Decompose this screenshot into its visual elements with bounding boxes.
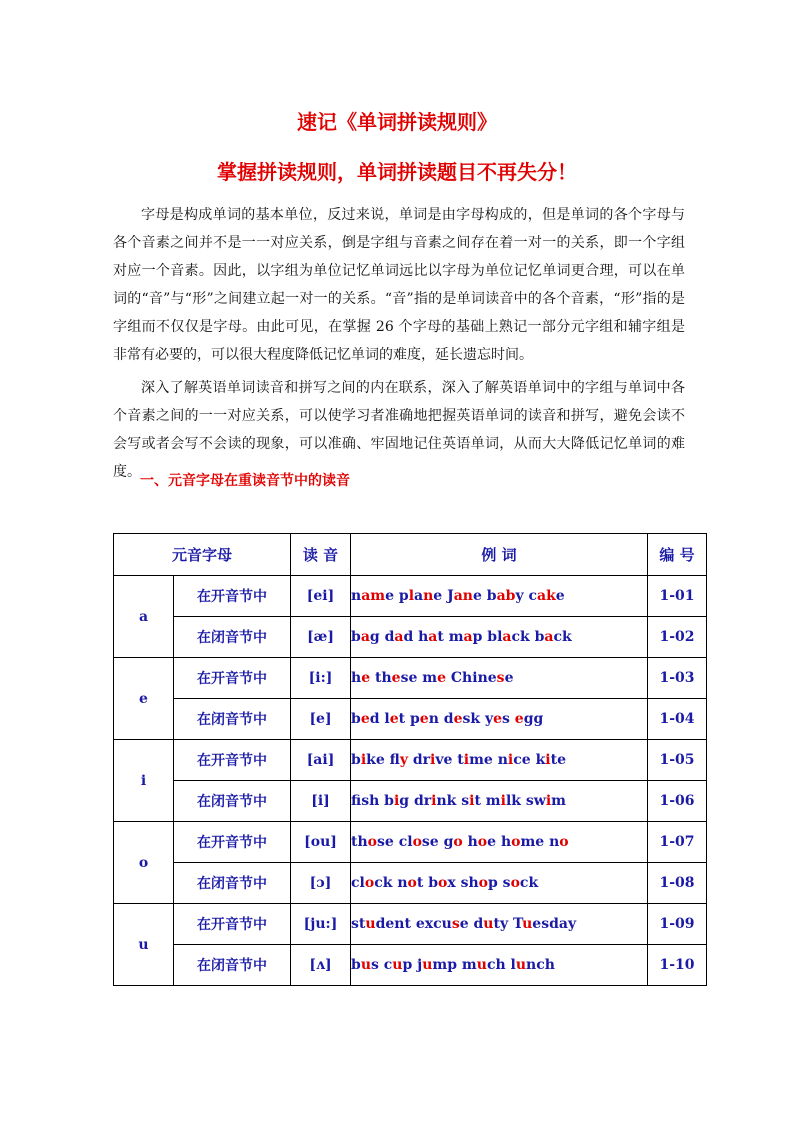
syllable-type: 在闭音节中 bbox=[174, 863, 291, 904]
row-code: 1-01 bbox=[648, 576, 707, 617]
table-row bbox=[114, 863, 707, 904]
example-words: bed let pen desk yes egg bbox=[351, 699, 648, 740]
intro-paragraph-1: 字母是构成单词的基本单位，反过来说，单词是由字母构成的，但是单词的各个字母与各个音素之间并不是一一对应关系，倒是字组与音素之间存在着一对一的关系，即一个字组对应一个音素。因此，以字组为单位记忆单词远比以字母为单位记忆单词更合理，可以在单词的“音”与“形”之间建立起一对一的关系。“音”指的是单词读音中的各个音素，“形”指的是字组而不仅仅是字母。由此可见，在掌握 26 个字母的基础上熟记一部分元字组和辅字组是非常有必要的，可以很大程度降低记忆单词的难度，延长遗忘时间。 bbox=[113, 207, 685, 363]
table-row bbox=[114, 576, 707, 617]
pronunciation: [ou] bbox=[291, 822, 351, 863]
syllable-type: 在闭音节中 bbox=[174, 617, 291, 658]
example-words: bus cup jump much lunch bbox=[351, 945, 648, 986]
vowel-letter: i bbox=[114, 740, 174, 822]
header-vowel-letter: 元音字母 bbox=[114, 534, 291, 576]
syllable-type: 在闭音节中 bbox=[174, 699, 291, 740]
pronunciation: [i] bbox=[291, 781, 351, 822]
row-code: 1-09 bbox=[648, 904, 707, 945]
example-words: fsh big drink sit milk swim bbox=[351, 781, 648, 822]
table-row bbox=[114, 658, 707, 699]
example-words: bike fy drive time nice kite bbox=[351, 740, 648, 781]
vowel-letter: e bbox=[114, 658, 174, 740]
table-header-row bbox=[114, 534, 707, 576]
syllable-type: 在闭音节中 bbox=[174, 781, 291, 822]
pronunciation: [ʌ] bbox=[291, 945, 351, 986]
intro-paragraph-2: 深入了解英语单词读音和拼写之间的内在联系，深入了解英语单词中的字组与单词中各个音素之间的一一对应关系，可以使学习者准确地把握英语单词的读音和拼写，避免会读不会写或者会写不会读的现象，可以准确、牢固地记住英语单词，从而大大降低记忆单词的难度。 bbox=[113, 380, 685, 480]
vowel-pronunciation-table bbox=[113, 533, 707, 986]
row-code: 1-02 bbox=[648, 617, 707, 658]
row-code: 1-07 bbox=[648, 822, 707, 863]
row-code: 1-06 bbox=[648, 781, 707, 822]
vowel-letter: u bbox=[114, 904, 174, 986]
pronunciation: [ju:] bbox=[291, 904, 351, 945]
table-row bbox=[114, 740, 707, 781]
row-code: 1-05 bbox=[648, 740, 707, 781]
example-words: those close go hoe home no bbox=[351, 822, 648, 863]
pronunciation: [ɔ] bbox=[291, 863, 351, 904]
example-words: student excuse duty Tuesday bbox=[351, 904, 648, 945]
syllable-type: 在闭音节中 bbox=[174, 945, 291, 986]
row-code: 1-08 bbox=[648, 863, 707, 904]
syllable-type: 在开音节中 bbox=[174, 740, 291, 781]
row-code: 1-10 bbox=[648, 945, 707, 986]
syllable-type: 在开音节中 bbox=[174, 576, 291, 617]
row-code: 1-04 bbox=[648, 699, 707, 740]
vowel-letter: o bbox=[114, 822, 174, 904]
example-words: he these me Chinese bbox=[351, 658, 648, 699]
table-row bbox=[114, 904, 707, 945]
row-code: 1-03 bbox=[648, 658, 707, 699]
header-code: 编 号 bbox=[648, 534, 707, 576]
pronunciation: [ei] bbox=[291, 576, 351, 617]
table-row bbox=[114, 822, 707, 863]
page-subtitle: 掌握拼读规则，单词拼读题目不再失分！ bbox=[217, 160, 577, 184]
pronunciation: [æ] bbox=[291, 617, 351, 658]
table-row bbox=[114, 781, 707, 822]
table-row bbox=[114, 945, 707, 986]
table-row bbox=[114, 617, 707, 658]
syllable-type: 在开音节中 bbox=[174, 904, 291, 945]
pronunciation: [e] bbox=[291, 699, 351, 740]
example-words: clock not box shop sock bbox=[351, 863, 648, 904]
header-example-words: 例 词 bbox=[351, 534, 648, 576]
pronunciation: [ai] bbox=[291, 740, 351, 781]
page-title: 速记《单词拼读规则》 bbox=[297, 110, 497, 134]
example-words: bag dad hat map black back bbox=[351, 617, 648, 658]
pronunciation: [i:] bbox=[291, 658, 351, 699]
example-words: name plane Jane baby cake bbox=[351, 576, 648, 617]
syllable-type: 在开音节中 bbox=[174, 658, 291, 699]
header-pronunciation: 读 音 bbox=[291, 534, 351, 576]
syllable-type: 在开音节中 bbox=[174, 822, 291, 863]
table-row bbox=[114, 699, 707, 740]
vowel-letter: a bbox=[114, 576, 174, 658]
section-heading: 一、元音字母在重读音节中的读音 bbox=[140, 473, 350, 489]
